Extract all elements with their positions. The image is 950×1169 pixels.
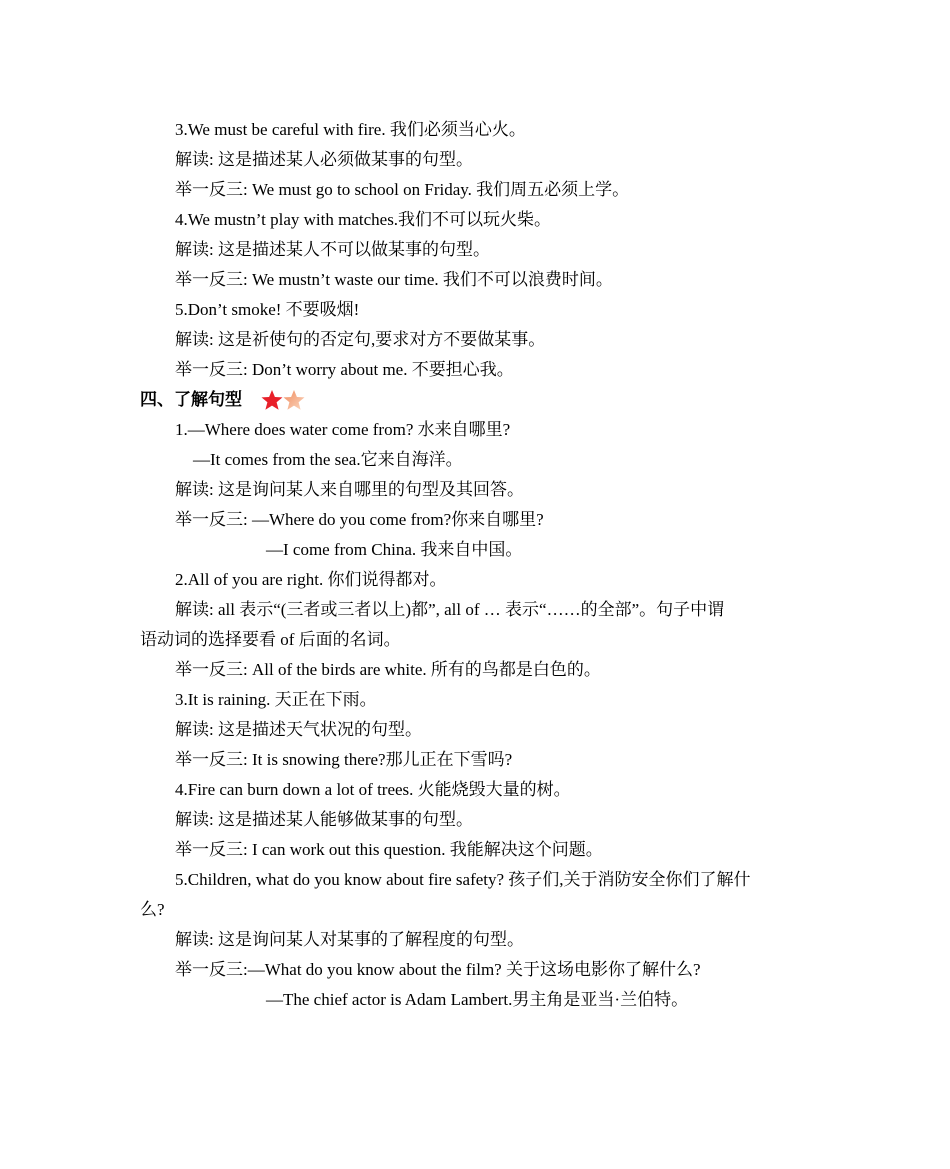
explanation-5: 解读: 这是祈使句的否定句,要求对方不要做某事。 [175, 330, 546, 349]
explanation-4: 解读: 这是描述某人不可以做某事的句型。 [175, 240, 490, 259]
s4-example-2: 举一反三: All of the birds are white. 所有的鸟都是白色的。 [175, 660, 601, 679]
star-faded-icon [282, 389, 306, 411]
s4-question-5-cont: 么? [140, 900, 165, 919]
s4-sentence-3: 3.It is raining. 天正在下雨。 [175, 690, 377, 709]
explanation-3: 解读: 这是描述某人必须做某事的句型。 [175, 150, 473, 169]
example-3: 举一反三: We must go to school on Friday. 我们周五必须上学。 [175, 180, 630, 199]
s4-sentence-4: 4.Fire can burn down a lot of trees. 火能烧毁大量的树。 [175, 780, 571, 799]
example-4: 举一反三: We mustn’t waste our time. 我们不可以浪费时间。 [175, 270, 613, 289]
s4-answer-1: —It comes from the sea.它来自海洋。 [193, 450, 463, 469]
star-filled-icon [260, 389, 284, 411]
s4-explanation-2: 解读: all 表示“(三者或三者以上)都”, all of … 表示“……的全部”。句子中谓 [175, 600, 725, 619]
s4-example-5-answer: —The chief actor is Adam Lambert.男主角是亚当·兰伯特。 [266, 990, 689, 1009]
s4-explanation-4: 解读: 这是描述某人能够做某事的句型。 [175, 810, 473, 829]
sentence-3: 3.We must be careful with fire. 我们必须当心火。 [175, 120, 526, 139]
s4-question-5: 5.Children, what do you know about fire safety? 孩子们,关于消防安全你们了解什 [175, 870, 751, 889]
s4-example-4: 举一反三: I can work out this question. 我能解决这个问题。 [175, 840, 603, 859]
s4-example-1: 举一反三: —Where do you come from?你来自哪里? [175, 510, 544, 529]
section-title: 四、了解句型 [140, 390, 242, 409]
example-5: 举一反三: Don’t worry about me. 不要担心我。 [175, 360, 514, 379]
s4-explanation-1: 解读: 这是询问某人来自哪里的句型及其回答。 [175, 480, 524, 499]
difficulty-rating [260, 389, 306, 411]
s4-explanation-5: 解读: 这是询问某人对某事的了解程度的句型。 [175, 930, 524, 949]
s4-sentence-2: 2.All of you are right. 你们说得都对。 [175, 570, 447, 589]
sentence-4: 4.We mustn’t play with matches.我们不可以玩火柴。 [175, 210, 552, 229]
s4-explanation-2-cont: 语动词的选择要看 of 后面的名词。 [140, 630, 401, 649]
s4-example-3: 举一反三: It is snowing there?那儿正在下雪吗? [175, 750, 513, 769]
sentence-5: 5.Don’t smoke! 不要吸烟! [175, 300, 360, 319]
s4-explanation-3: 解读: 这是描述天气状况的句型。 [175, 720, 422, 739]
section-heading [140, 387, 306, 413]
s4-example-5: 举一反三:—What do you know about the film? 关于这场电影你了解什么? [175, 960, 701, 979]
s4-question-1: 1.—Where does water come from? 水来自哪里? [175, 420, 511, 439]
s4-example-1-answer: —I come from China. 我来自中国。 [266, 540, 523, 559]
